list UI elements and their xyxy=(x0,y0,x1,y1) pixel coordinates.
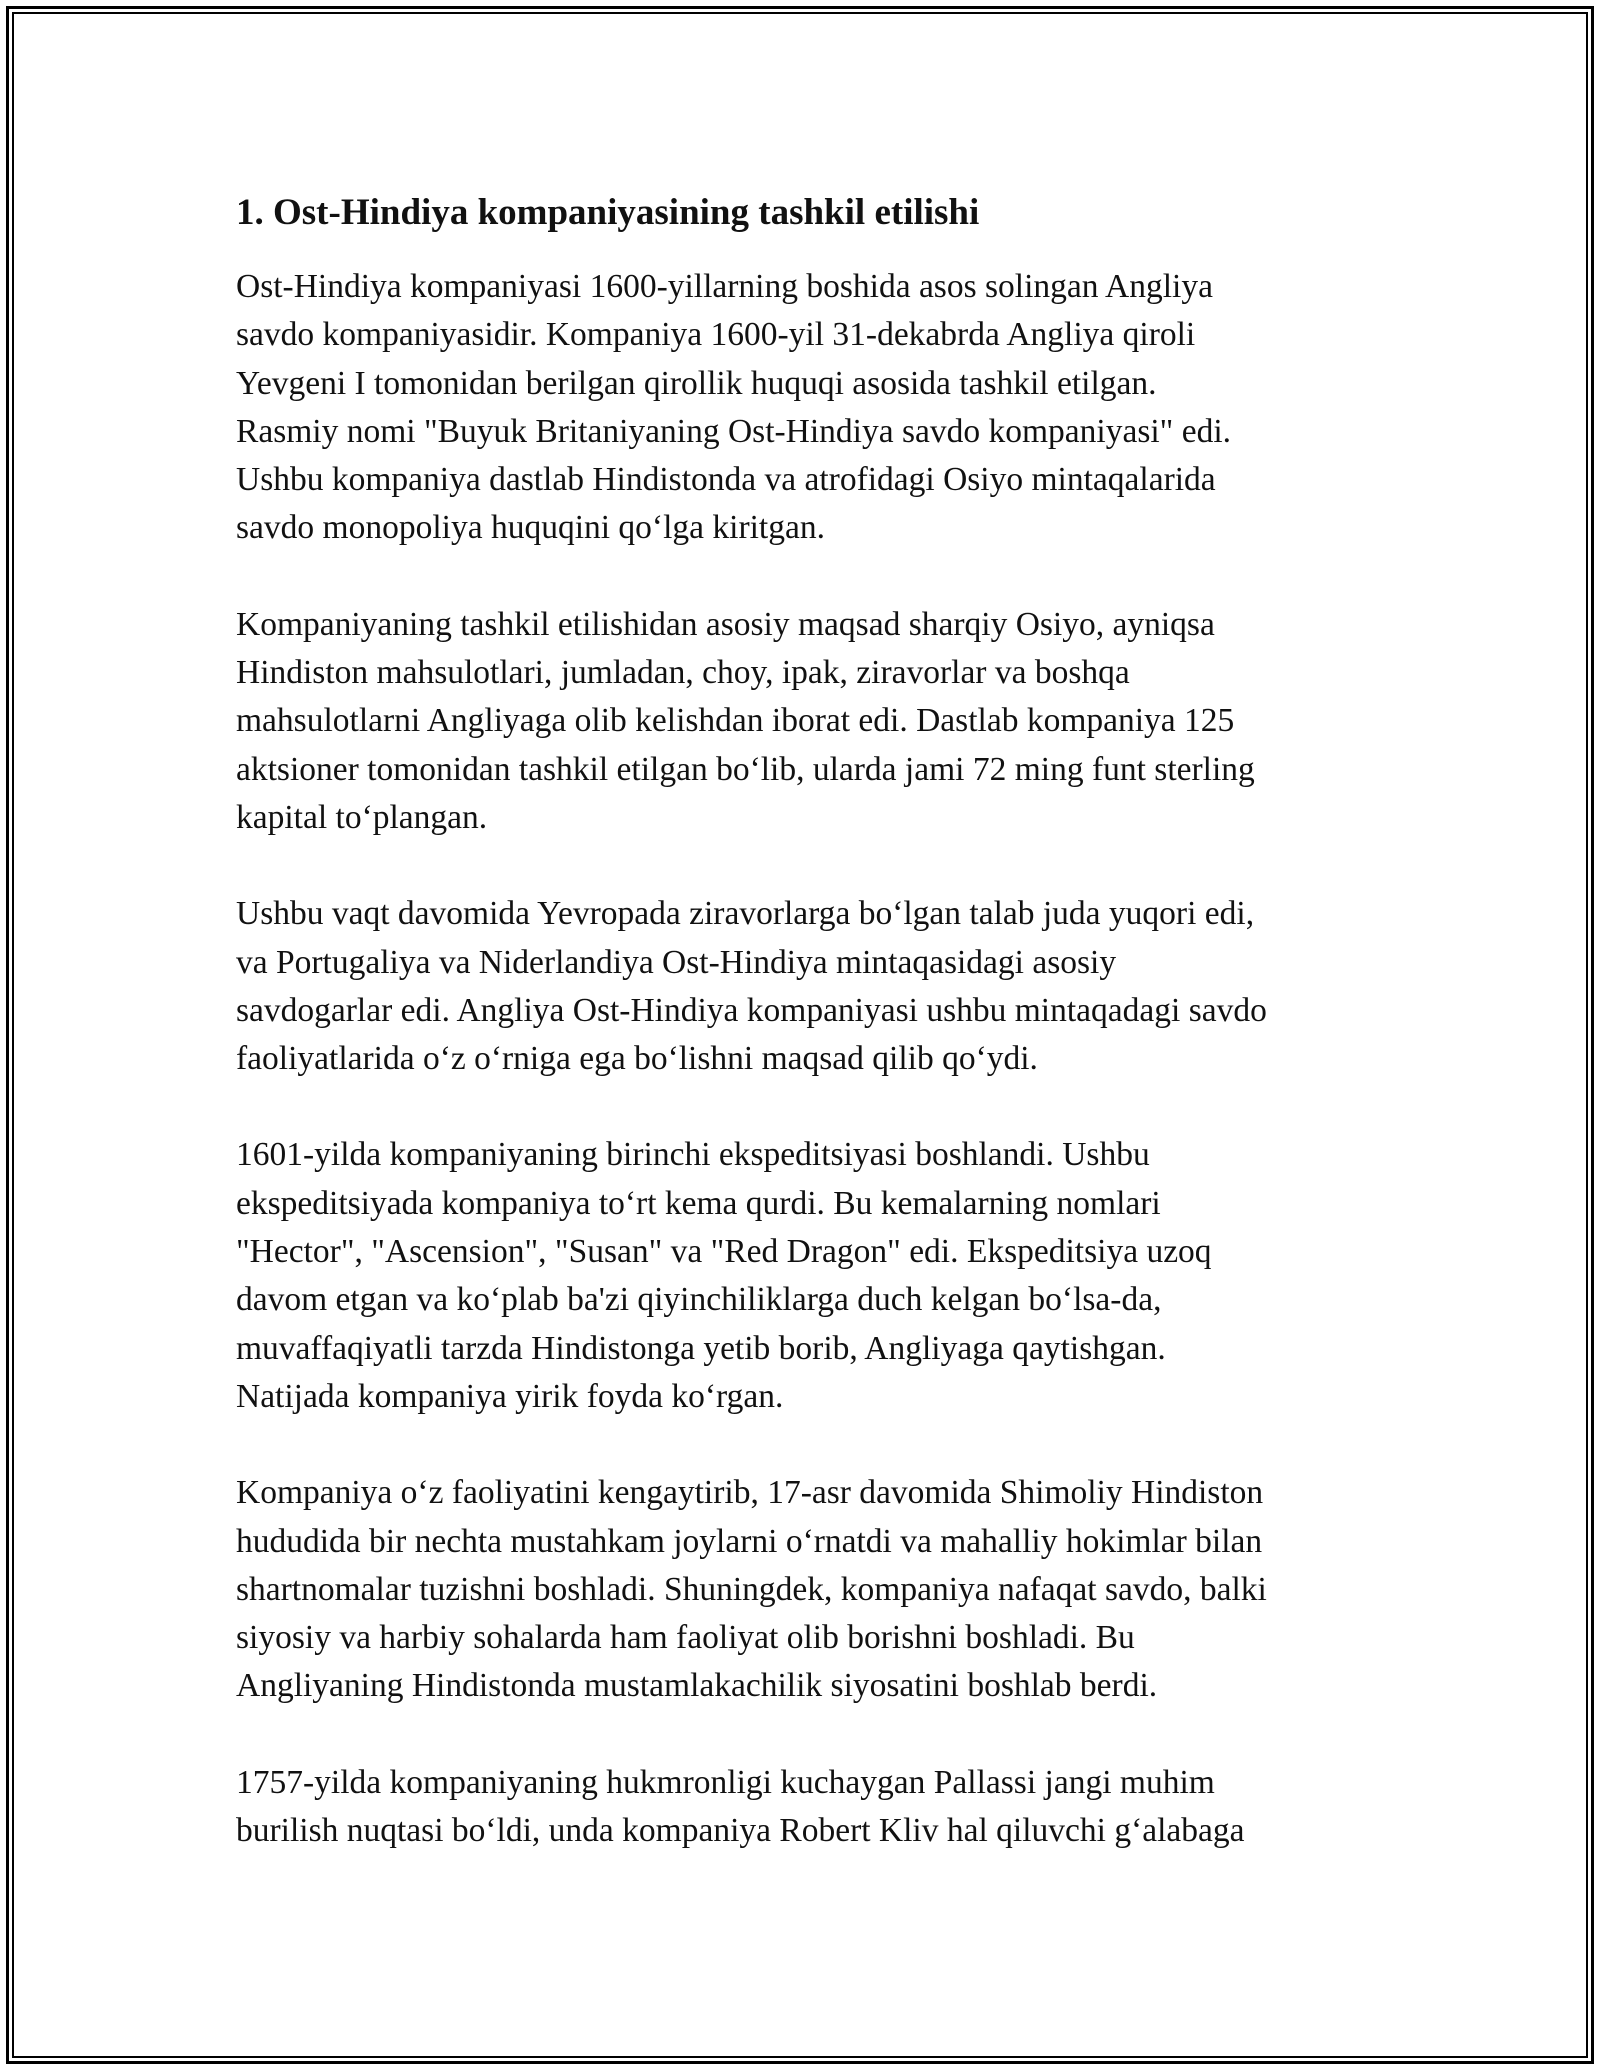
document-body xyxy=(236,185,1386,1903)
text-line: savdo kompaniyasidir. Kompaniya 1600-yil 31-dekabrda Angliya qiroli xyxy=(236,316,1196,354)
text-line: muvaffaqiyatli tarzda Hindistonga yetib borib, Angliyaga qaytishgan. xyxy=(236,1329,1166,1367)
text-line: Kompaniya o‘z faoliyatini kengaytirib, 17-asr davomida Shimoliy Hindiston xyxy=(236,1474,1264,1512)
text-line: aktsioner tomonidan tashkil etilgan bo‘lib, ularda jami 72 ming funt sterling xyxy=(236,750,1255,788)
text-line: Hindiston mahsulotlari, jumladan, choy, ipak, ziravorlar va boshqa xyxy=(236,654,1130,692)
paragraph-6 xyxy=(236,1759,1386,1856)
text-line: Kompaniyaning tashkil etilishidan asosiy maqsad sharqiy Osiyo, ayniqsa xyxy=(236,605,1215,643)
text-line: kapital to‘plangan. xyxy=(236,798,488,836)
paragraph-5 xyxy=(236,1469,1386,1710)
text-line: "Hector", "Ascension", "Susan" va "Red Dragon" edi. Ekspeditsiya uzoq xyxy=(236,1233,1212,1271)
text-line: 1757-yilda kompaniyaning hukmronligi kuchaygan Pallassi jangi muhim xyxy=(236,1763,1215,1801)
paragraph-2 xyxy=(236,601,1386,842)
text-line: savdo monopoliya huquqini qo‘lga kiritgan. xyxy=(236,509,825,547)
paragraph-4 xyxy=(236,1131,1386,1421)
section-heading: 1. Ost-Hindiya kompaniyasining tashkil etilishi xyxy=(236,192,980,233)
text-line: mahsulotlarni Angliyaga olib kelishdan iborat edi. Dastlab kompaniya 125 xyxy=(236,702,1235,740)
text-line: Rasmiy nomi "Buyuk Britaniyaning Ost-Hindiya savdo kompaniyasi" edi. xyxy=(236,412,1232,450)
text-line: Natijada kompaniya yirik foyda ko‘rgan. xyxy=(236,1377,784,1415)
text-line: Ushbu kompaniya dastlab Hindistonda va atrofidagi Osiyo mintaqalarida xyxy=(236,461,1216,499)
text-line: shartnomalar tuzishni boshladi. Shuningdek, kompaniya nafaqat savdo, balki xyxy=(236,1570,1267,1608)
paragraph-3 xyxy=(236,890,1386,1083)
text-line: ekspeditsiyada kompaniya to‘rt kema qurdi. Bu kemalarning nomlari xyxy=(236,1184,1161,1222)
text-line: Ost-Hindiya kompaniyasi 1600-yillarning boshida asos solingan Angliya xyxy=(236,268,1213,305)
text-line: hududida bir nechta mustahkam joylarni o‘rnatdi va mahalliy hokimlar bilan xyxy=(236,1522,1263,1560)
text-line: va Portugaliya va Niderlandiya Ost-Hindiya mintaqasidagi asosiy xyxy=(236,943,1117,981)
text-line: siyosiy va harbiy sohalarda ham faoliyat olib borishni boshladi. Bu xyxy=(236,1619,1135,1657)
text-line: Yevgeni I tomonidan berilgan qirollik huquqi asosida tashkil etilgan. xyxy=(236,364,1157,402)
text-line: Ushbu vaqt davomida Yevropada ziravorlarga bo‘lgan talab juda yuqori edi, xyxy=(236,895,1255,933)
text-line: davom etgan va ko‘plab ba'zi qiyinchiliklarga duch kelgan bo‘lsa-da, xyxy=(236,1281,1162,1319)
text-line: burilish nuqtasi bo‘ldi, unda kompaniya Robert Kliv hal qiluvchi g‘alabaga xyxy=(236,1812,1245,1850)
text-line: Angliyaning Hindistonda mustamlakachilik siyosatini boshlab berdi. xyxy=(236,1667,1158,1705)
text-line: faoliyatlarida o‘z o‘rniga ega bo‘lishni maqsad qilib qo‘ydi. xyxy=(236,1040,1038,1078)
text-line: savdogarlar edi. Angliya Ost-Hindiya kompaniyasi ushbu mintaqadagi savdo xyxy=(236,991,1267,1029)
paragraph-1 xyxy=(236,263,1386,553)
text-line: 1601-yilda kompaniyaning birinchi ekspeditsiyasi boshlandi. Ushbu xyxy=(236,1136,1150,1174)
